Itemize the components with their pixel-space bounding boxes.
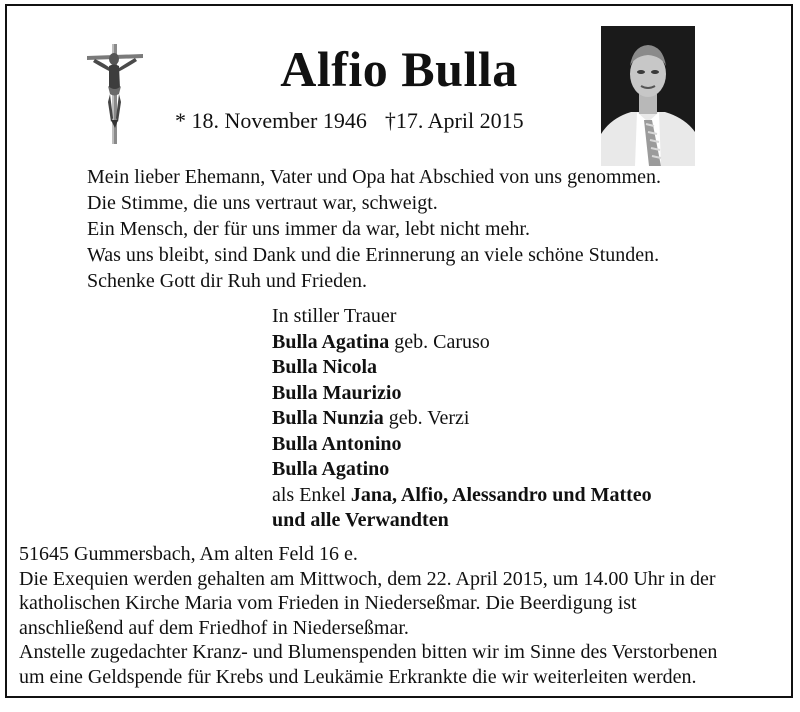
grandchildren-prefix: als Enkel	[272, 483, 346, 506]
deceased-name: Alfio Bulla	[280, 41, 518, 97]
farewell-poem	[87, 164, 661, 294]
mourners-list	[272, 304, 652, 534]
death-date: 17. April 2015	[395, 108, 524, 133]
relatives-entry: und alle Verwandten	[272, 509, 449, 531]
address-line: 51645 Gummersbach, Am alten Feld 16 e.	[19, 543, 358, 565]
poem-line: Ein Mensch, der für uns immer da war, lebt nicht mehr.	[87, 218, 530, 240]
donation-line: um eine Geldspende für Krebs und Leukämie Erkrankte die wir weiterleiten werden.	[19, 665, 697, 688]
mourner-entry	[272, 355, 652, 381]
mourner-name: Bulla Nicola	[272, 356, 378, 378]
service-line: katholischen Kirche Maria vom Frieden in Niederseßmar. Die Beerdigung ist	[19, 592, 637, 614]
death-cross-icon: †	[384, 108, 396, 133]
poem-line: Die Stimme, die uns vertraut war, schweigt.	[87, 192, 438, 214]
grandchildren-entry	[272, 483, 652, 509]
poem-line: Schenke Gott dir Ruh und Frieden.	[87, 270, 367, 292]
service-details	[19, 542, 779, 689]
mourner-entry	[272, 330, 652, 356]
service-line: Die Exequien werden gehalten am Mittwoch, dem 22. April 2015, um 14.00 Uhr in der	[19, 567, 716, 590]
grandchildren-names: Jana, Alfio, Alessandro und Matteo	[350, 483, 652, 506]
mourner-entry	[272, 457, 652, 483]
mourner-name: Bulla Antonino	[272, 432, 402, 455]
mourner-note: geb. Caruso	[394, 330, 490, 353]
mourner-name: Bulla Agatina	[272, 330, 390, 353]
mourner-entry	[272, 381, 652, 407]
mourners-intro: In stiller Trauer	[272, 305, 397, 327]
mourner-entry	[272, 406, 652, 432]
birth-date: * 18. November 1946	[175, 108, 367, 133]
service-line: anschließend auf dem Friedhof in Niederseßmar.	[19, 616, 409, 639]
mourner-entry	[272, 432, 652, 458]
poem-line: Mein lieber Ehemann, Vater und Opa hat Abschied von uns genommen.	[87, 166, 661, 188]
mourner-name: Bulla Nunzia	[272, 407, 384, 429]
mourner-note: geb. Verzi	[388, 407, 470, 429]
life-dates	[175, 110, 524, 132]
poem-line: Was uns bleibt, sind Dank und die Erinnerung an viele schöne Stunden.	[87, 244, 660, 266]
obituary-notice	[5, 4, 793, 698]
mourner-name: Bulla Maurizio	[272, 381, 402, 404]
mourner-name: Bulla Agatino	[272, 458, 390, 480]
donation-line: Anstelle zugedachter Kranz- und Blumenspenden bitten wir im Sinne des Verstorbenen	[19, 641, 718, 663]
